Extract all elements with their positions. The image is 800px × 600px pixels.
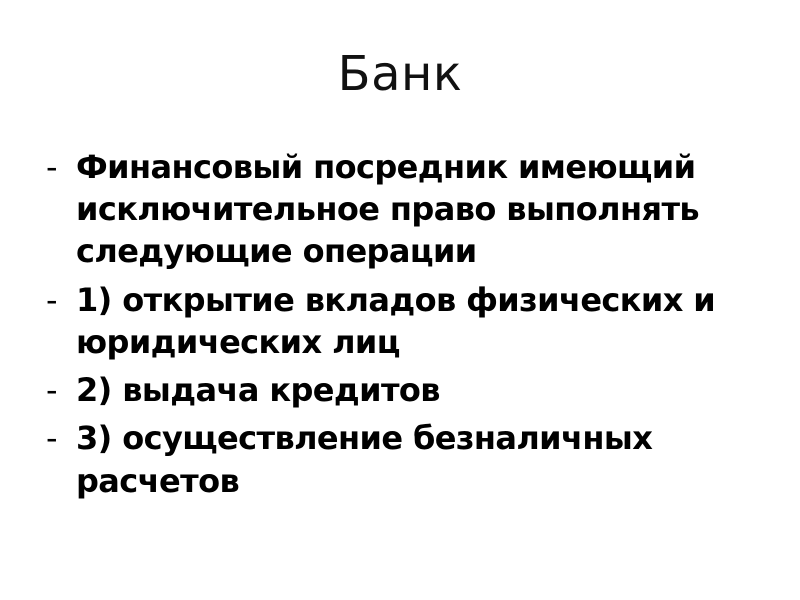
bullet-text: 3) осуществление безналичных расчетов xyxy=(76,419,653,500)
bullet-item xyxy=(46,369,752,411)
bullet-dash-marker: - xyxy=(46,371,58,410)
bullet-dash-marker: - xyxy=(46,419,58,458)
bullet-item xyxy=(46,417,752,501)
bullet-dash-marker: - xyxy=(46,148,58,186)
bullet-item xyxy=(46,146,752,273)
bullet-dash-marker: - xyxy=(46,280,58,319)
bullet-text: Финансовый посредник имеющий исключительное право выполнять следующие операции xyxy=(76,148,700,271)
bullet-text: 1) открытие вкладов физических и юридических лиц xyxy=(76,280,716,361)
slide-title: Банк xyxy=(337,46,463,102)
bullet-text: 2) выдача кредитов xyxy=(76,371,440,410)
bullet-list xyxy=(46,146,752,508)
bullet-item xyxy=(46,279,752,363)
